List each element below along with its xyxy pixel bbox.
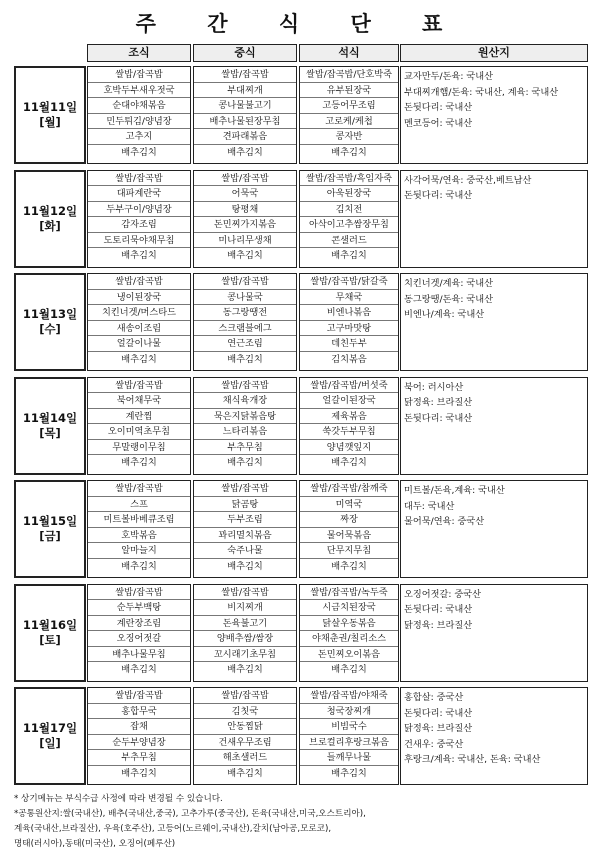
menu-item: 배추김치 bbox=[121, 353, 157, 365]
menu-item: 돈민찌가지볶음 bbox=[194, 217, 296, 233]
menu-item: 배추김치 bbox=[121, 767, 157, 779]
menu-item: 물어묵볶음 bbox=[300, 528, 398, 544]
menu-item: 짜장 bbox=[300, 512, 398, 528]
menu-item: 고추지 bbox=[88, 129, 190, 145]
menu-item: 브로컬리후랑크볶음 bbox=[300, 735, 398, 751]
day-date: 11월13일 bbox=[22, 307, 78, 321]
menu-item: 닭살우동볶음 bbox=[300, 616, 398, 632]
menu-item: 오이미역초무침 bbox=[88, 424, 190, 440]
menu-item: 쌀밥/잡곡밥 bbox=[194, 688, 296, 704]
menu-item: 청국장찌개 bbox=[300, 704, 398, 720]
menu-item: 배추김치 bbox=[227, 457, 263, 469]
menu-item: 오징어젓갈 bbox=[88, 631, 190, 647]
header-lunch: 중식 bbox=[193, 44, 297, 62]
origin-line: 돈뒷다리: 국내산 bbox=[404, 190, 473, 201]
menu-item: 새송이조림 bbox=[88, 321, 190, 337]
menu-item: 배추김치 bbox=[121, 664, 157, 676]
menu-item: 배추김치 bbox=[121, 146, 157, 158]
breakfast-menu bbox=[87, 377, 191, 475]
day-label bbox=[14, 584, 86, 682]
menu-item: 닭곰탕 bbox=[194, 497, 296, 513]
dinner-menu bbox=[299, 687, 399, 785]
origin-line: 후랑크/계육: 국내산, 돈육: 국내산 bbox=[404, 754, 541, 765]
menu-item: 쌀밥/잡곡밥 bbox=[194, 481, 296, 497]
menu-item: 계란찜 bbox=[88, 409, 190, 425]
day-date: 11월14일 bbox=[22, 410, 78, 425]
menu-item: 치킨너겟/머스타드 bbox=[88, 305, 190, 321]
menu-item: 무말랭이무침 bbox=[88, 440, 190, 456]
menu-item: 들깨무나물 bbox=[300, 750, 398, 766]
menu-item: 느타리볶음 bbox=[194, 424, 296, 440]
menu-item: 미역국 bbox=[300, 497, 398, 513]
origin-line: 건새우: 중국산 bbox=[404, 738, 464, 750]
menu-item: 꼬시래기초무침 bbox=[194, 647, 296, 663]
menu-item: 제육볶음 bbox=[300, 409, 398, 425]
header-origin: 원산지 bbox=[400, 44, 588, 62]
menu-item: 숙주나물 bbox=[194, 543, 296, 559]
menu-item: 냉이된장국 bbox=[88, 290, 190, 306]
menu-item: 고등어무조림 bbox=[300, 98, 398, 114]
menu-item: 쌀밥/잡곡밥 bbox=[88, 67, 190, 83]
origin-info bbox=[400, 273, 588, 371]
menu-item: 호박두부새우젓국 bbox=[88, 83, 190, 99]
menu-item: 순두부양념장 bbox=[88, 735, 190, 751]
lunch-menu bbox=[193, 66, 297, 164]
page-title: 주 간 식 단 표 bbox=[135, 12, 465, 36]
menu-item: 배추김치 bbox=[227, 664, 263, 676]
origin-info bbox=[400, 170, 588, 268]
lunch-menu bbox=[193, 480, 297, 578]
menu-item: 쌀밥/잡곡밥 bbox=[88, 481, 190, 497]
menu-item: 콩나물불고기 bbox=[194, 98, 296, 114]
origin-line: 닭정육: 브라질산 bbox=[404, 397, 473, 408]
menu-item: 쌀밥/잡곡밥/흑임자죽 bbox=[300, 171, 398, 187]
menu-item: 돈육불고기 bbox=[194, 616, 296, 632]
origin-info bbox=[400, 687, 588, 785]
menu-item: 쌀밥/잡곡밥/단호박죽 bbox=[300, 67, 398, 83]
menu-item: 쌀밥/잡곡밥 bbox=[88, 274, 190, 290]
menu-item: 아욱된장국 bbox=[300, 186, 398, 202]
menu-item: 배추김치 bbox=[331, 560, 367, 572]
menu-item: 돈민찌오이볶음 bbox=[300, 647, 398, 663]
day-label bbox=[14, 273, 86, 371]
day-date: 11월16일 bbox=[22, 617, 78, 632]
menu-item: 잡채 bbox=[88, 719, 190, 735]
menu-item: 쌀밥/잡곡밥 bbox=[194, 67, 296, 83]
menu-item: 미트볼바베큐조림 bbox=[88, 512, 190, 528]
menu-item: 감자조림 bbox=[88, 217, 190, 233]
menu-item: 유부된장국 bbox=[300, 83, 398, 99]
lunch-menu bbox=[193, 377, 297, 475]
day-label bbox=[14, 377, 86, 475]
day-label bbox=[14, 170, 86, 268]
day-weekday: [토] bbox=[39, 632, 61, 647]
menu-item: 쌀밥/잡곡밥 bbox=[194, 274, 296, 290]
menu-item: 어묵국 bbox=[194, 186, 296, 202]
menu-item: 북어채무국 bbox=[88, 393, 190, 409]
note-line: * 상기메뉴는 부식수급 사정에 따라 변경될 수 있습니다. bbox=[14, 794, 223, 804]
origin-line: 북어: 러시아산 bbox=[404, 381, 464, 393]
day-weekday: [월] bbox=[39, 115, 61, 129]
notes bbox=[14, 792, 594, 852]
menu-item: 쌀밥/잡곡밥/닭갈죽 bbox=[300, 274, 398, 290]
origin-info bbox=[400, 377, 588, 475]
menu-item: 호박볶음 bbox=[88, 528, 190, 544]
menu-item: 비엔나볶음 bbox=[300, 305, 398, 321]
breakfast-menu bbox=[87, 584, 191, 682]
menu-item: 야채춘권/칠리소스 bbox=[300, 631, 398, 647]
menu-item: 고구마맛탕 bbox=[300, 321, 398, 337]
menu-item: 쌀밥/잡곡밥/녹두죽 bbox=[300, 585, 398, 601]
menu-item: 쑥갓두부무침 bbox=[300, 424, 398, 440]
origin-line: 닭정육: 브라질산 bbox=[404, 619, 473, 631]
menu-item: 비지찌개 bbox=[194, 600, 296, 616]
origin-info bbox=[400, 584, 588, 682]
menu-item: 쌀밥/잡곡밥 bbox=[88, 171, 190, 187]
day-date: 11월12일 bbox=[22, 203, 78, 218]
menu-item: 배추김치 bbox=[227, 250, 263, 262]
note-line: 명태(러시아),동태(미국산), 오징어(페루산) bbox=[14, 839, 176, 849]
menu-item: 쌀밥/잡곡밥 bbox=[88, 585, 190, 601]
day-weekday: [목] bbox=[39, 425, 61, 440]
menu-item: 쌀밥/잡곡밥 bbox=[88, 688, 190, 704]
dinner-menu bbox=[299, 170, 399, 268]
menu-item: 배추김치 bbox=[227, 146, 263, 158]
menu-item: 배추김치 bbox=[331, 250, 367, 262]
menu-item: 배추김치 bbox=[227, 767, 263, 779]
menu-item: 배추김치 bbox=[331, 146, 367, 158]
day-weekday: [일] bbox=[39, 736, 61, 750]
breakfast-menu bbox=[87, 480, 191, 578]
day-label bbox=[14, 66, 86, 164]
menu-item: 민두튀김/양념장 bbox=[88, 114, 190, 130]
menu-item: 얼갈이나물 bbox=[88, 336, 190, 352]
origin-info bbox=[400, 480, 588, 578]
menu-item: 순두부백탕 bbox=[88, 600, 190, 616]
dinner-menu bbox=[299, 273, 399, 371]
menu-item: 쌀밥/잡곡밥 bbox=[194, 378, 296, 394]
menu-item: 홍합무국 bbox=[88, 704, 190, 720]
menu-item: 연근조림 bbox=[194, 336, 296, 352]
header-breakfast: 조식 bbox=[87, 44, 191, 62]
menu-item: 해초샐러드 bbox=[194, 750, 296, 766]
menu-item: 쌀밥/잡곡밥 bbox=[194, 585, 296, 601]
origin-line: 교자만두/돈육: 국내산 bbox=[404, 71, 493, 82]
menu-item: 데친두부 bbox=[300, 336, 398, 352]
menu-item: 배추나물무침 bbox=[88, 647, 190, 663]
day-weekday: [화] bbox=[39, 218, 61, 233]
menu-item: 스크램블에그 bbox=[194, 321, 296, 337]
note-line: 계육(국내산,브라질산), 우육(호주산), 고등어(노르웨이,국내산),갈치(남아공,모로코), bbox=[14, 824, 332, 834]
origin-line: 물어묵/연육: 중국산 bbox=[404, 516, 485, 527]
menu-item: 안동찜닭 bbox=[194, 719, 296, 735]
dinner-menu bbox=[299, 480, 399, 578]
menu-item: 대파계란국 bbox=[88, 186, 190, 202]
menu-item: 두부조림 bbox=[194, 512, 296, 528]
menu-item: 배추김치 bbox=[331, 767, 367, 779]
lunch-menu bbox=[193, 273, 297, 371]
note-line: *공통원산지:쌀(국내산), 배추(국내산,중국), 고추가루(중국산), 돈육(국내산,미국,오스트리아), bbox=[14, 809, 366, 819]
menu-item: 고로케/케첩 bbox=[300, 114, 398, 130]
menu-item: 견파래볶음 bbox=[194, 129, 296, 145]
menu-item: 얼갈이된장국 bbox=[300, 393, 398, 409]
breakfast-menu bbox=[87, 273, 191, 371]
origin-line: 돈뒷다리: 국내산 bbox=[404, 412, 473, 424]
dinner-menu bbox=[299, 66, 399, 164]
menu-item: 쌀밥/잡곡밥/버섯죽 bbox=[300, 378, 398, 394]
menu-item: 쌀밥/잡곡밥/야채죽 bbox=[300, 688, 398, 704]
breakfast-menu bbox=[87, 170, 191, 268]
menu-item: 배추김치 bbox=[121, 457, 157, 469]
lunch-menu bbox=[193, 687, 297, 785]
origin-line: 치킨너겟/계육: 국내산 bbox=[404, 278, 493, 289]
menu-item: 시금치된장국 bbox=[300, 600, 398, 616]
dinner-menu bbox=[299, 377, 399, 475]
origin-line: 비엔나/계육: 국내산 bbox=[404, 309, 485, 320]
menu-item: 스프 bbox=[88, 497, 190, 513]
day-label bbox=[14, 687, 86, 785]
lunch-menu bbox=[193, 584, 297, 682]
origin-line: 홍합살: 중국산 bbox=[404, 692, 464, 703]
menu-item: 단무지무침 bbox=[300, 543, 398, 559]
origin-line: 멘코등어: 국내산 bbox=[404, 117, 473, 129]
menu-item: 부추무침 bbox=[194, 440, 296, 456]
origin-line: 돈뒷다리: 국내산 bbox=[404, 102, 473, 113]
menu-item: 배추김치 bbox=[121, 560, 157, 572]
day-weekday: [수] bbox=[39, 322, 61, 336]
menu-item: 꽈리멸치볶음 bbox=[194, 528, 296, 544]
menu-item: 배추김치 bbox=[227, 353, 263, 365]
menu-item: 배추김치 bbox=[227, 560, 263, 572]
menu-item: 탕평채 bbox=[194, 202, 296, 218]
menu-item: 건새우무조림 bbox=[194, 735, 296, 751]
menu-item: 배추나물된장무침 bbox=[194, 114, 296, 130]
day-label bbox=[14, 480, 86, 578]
menu-item: 배추김치 bbox=[331, 457, 367, 469]
menu-item: 무채국 bbox=[300, 290, 398, 306]
origin-line: 닭정육: 브라질산 bbox=[404, 723, 473, 734]
menu-item: 부추무침 bbox=[88, 750, 190, 766]
origin-line: 대두: 국내산 bbox=[404, 500, 455, 512]
day-date: 11월15일 bbox=[22, 514, 78, 528]
origin-line: 돈뒷다리: 국내산 bbox=[404, 604, 473, 615]
origin-info bbox=[400, 66, 588, 164]
menu-item: 배추김치 bbox=[331, 664, 367, 676]
menu-item: 순대야채볶음 bbox=[88, 98, 190, 114]
breakfast-menu bbox=[87, 687, 191, 785]
menu-item: 도토리묵야채무침 bbox=[88, 233, 190, 249]
menu-item: 아삭이고추쌈장무침 bbox=[300, 217, 398, 233]
menu-item: 콩자반 bbox=[300, 129, 398, 145]
day-date: 11월11일 bbox=[22, 100, 78, 114]
menu-item: 쌀밥/잡곡밥 bbox=[194, 171, 296, 187]
menu-item: 콘샐러드 bbox=[300, 233, 398, 249]
origin-line: 사각어묵/연육: 중국산,베트남산 bbox=[404, 174, 532, 186]
lunch-menu bbox=[193, 170, 297, 268]
breakfast-menu bbox=[87, 66, 191, 164]
day-date: 11월17일 bbox=[22, 721, 78, 735]
menu-item: 양념깻잎지 bbox=[300, 440, 398, 456]
header-dinner: 석식 bbox=[299, 44, 399, 62]
origin-line: 부대찌개햄/돈육: 국내산, 계육: 국내산 bbox=[404, 86, 559, 98]
menu-item: 양배추쌈/쌈장 bbox=[194, 631, 296, 647]
menu-item: 콩나물국 bbox=[194, 290, 296, 306]
menu-item: 두부구이/양념장 bbox=[88, 202, 190, 218]
origin-line: 동그랑땡/돈육: 국내산 bbox=[404, 293, 493, 305]
menu-item: 김치전 bbox=[300, 202, 398, 218]
menu-item: 배추김치 bbox=[121, 250, 157, 262]
menu-item: 알마늘지 bbox=[88, 543, 190, 559]
origin-line: 돈뒷다리: 국내산 bbox=[404, 707, 473, 719]
menu-item: 비빔국수 bbox=[300, 719, 398, 735]
menu-item: 쌀밥/잡곡밥/참깨죽 bbox=[300, 481, 398, 497]
menu-item: 김치볶음 bbox=[331, 353, 367, 365]
menu-item: 김칫국 bbox=[194, 704, 296, 720]
origin-line: 오징어젓갈: 중국산 bbox=[404, 588, 482, 600]
menu-item: 채식육개장 bbox=[194, 393, 296, 409]
menu-item: 쌀밥/잡곡밥 bbox=[88, 378, 190, 394]
menu-item: 계란장조림 bbox=[88, 616, 190, 632]
menu-item: 동그랑땡전 bbox=[194, 305, 296, 321]
menu-item: 묵은지닭볶음탕 bbox=[194, 409, 296, 425]
menu-item: 미나리무생채 bbox=[194, 233, 296, 249]
dinner-menu bbox=[299, 584, 399, 682]
day-weekday: [금] bbox=[39, 529, 61, 543]
origin-line: 미트볼/돈육,계육: 국내산 bbox=[404, 485, 505, 496]
menu-item: 부대찌개 bbox=[194, 83, 296, 99]
